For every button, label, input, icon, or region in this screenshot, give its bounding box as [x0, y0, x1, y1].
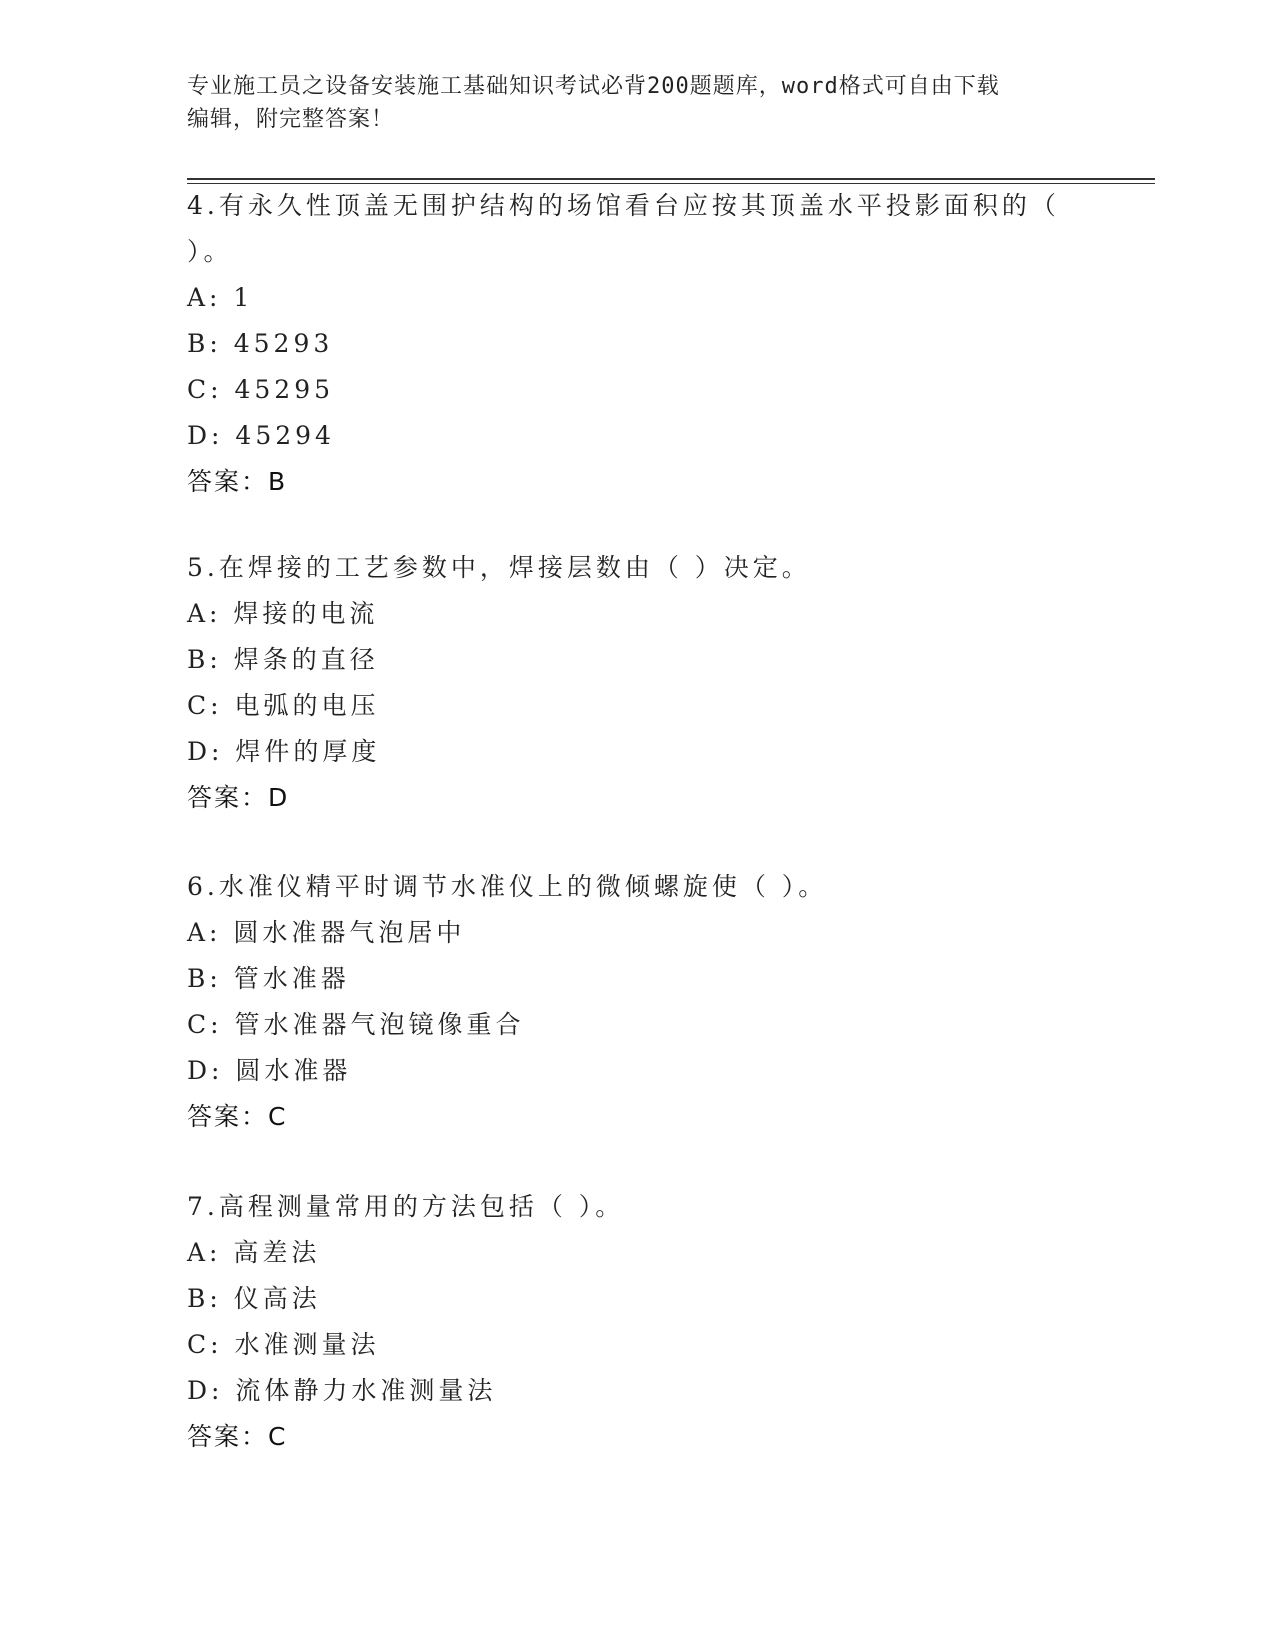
- option-a: A: 焊接的电流: [187, 599, 379, 628]
- option-d: D: 焊件的厚度: [187, 737, 381, 766]
- question-stem: 7.高程测量常用的方法包括（ ）。: [187, 1192, 625, 1221]
- answer: 答案：B: [187, 467, 288, 496]
- option-c: C: 管水准器气泡镜像重合: [187, 1010, 525, 1039]
- option-d: D: 流体静力水准测量法: [187, 1376, 497, 1405]
- answer: 答案：C: [187, 1422, 288, 1451]
- question-stem: 6.水准仪精平时调节水准仪上的微倾螺旋使（ ）。: [187, 872, 828, 901]
- question-7: [187, 1184, 1067, 1460]
- answer: 答案：C: [187, 1102, 288, 1131]
- option-a: A: 圆水准器气泡居中: [187, 918, 466, 947]
- document-header: [187, 70, 1087, 136]
- header-divider-thick: [187, 178, 1155, 180]
- option-c: C: 45295: [187, 375, 335, 404]
- option-c: C: 电弧的电压: [187, 691, 380, 720]
- option-a: A: 高差法: [187, 1238, 321, 1267]
- question-stem-continued: ）。: [187, 237, 233, 266]
- question-6: [187, 864, 1067, 1140]
- option-a: A: 1: [187, 283, 254, 312]
- header-line-2: 编辑，附完整答案！: [187, 107, 395, 132]
- answer: 答案：D: [187, 783, 290, 812]
- question-4: [187, 183, 1067, 505]
- option-d: D: 45294: [187, 421, 335, 450]
- question-stem: 5.在焊接的工艺参数中，焊接层数由（ ）决定。: [187, 553, 811, 582]
- question-5: [187, 545, 1067, 821]
- option-b: B: 管水准器: [187, 964, 350, 993]
- option-c: C: 水准测量法: [187, 1330, 380, 1359]
- option-b: B: 45293: [187, 329, 334, 358]
- option-b: B: 仪高法: [187, 1284, 321, 1313]
- option-d: D: 圆水准器: [187, 1056, 352, 1085]
- question-stem: 4.有永久性顶盖无围护结构的场馆看台应按其顶盖水平投影面积的（: [187, 191, 1060, 220]
- header-line-1: 专业施工员之设备安装施工基础知识考试必背200题题库，word格式可自由下载: [187, 74, 1000, 99]
- option-b: B: 焊条的直径: [187, 645, 379, 674]
